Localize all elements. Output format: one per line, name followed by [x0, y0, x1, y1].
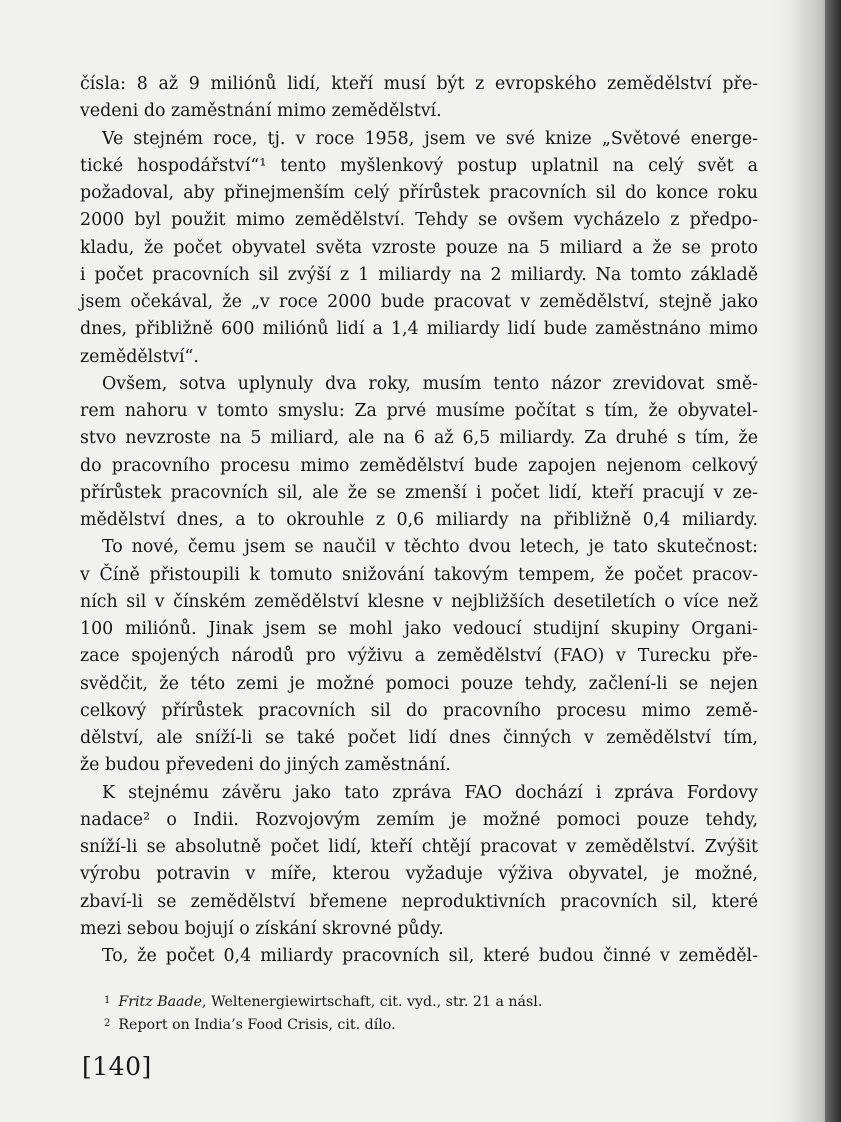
- text-line: celkový přírůstek pracovních sil do pracovního procesu mimo země-: [80, 700, 758, 721]
- text-line: že budou převedeni do jiných zaměstnání.: [80, 755, 451, 776]
- page-edge: [825, 0, 841, 1122]
- text-line: požadoval, aby přinejmenším celý přírůstek pracovních sil do konce roku: [80, 183, 758, 203]
- text-line: nadace² o Indii. Rozvojovým zemím je možné pomoci pouze tehdy,: [80, 809, 758, 830]
- text-line: svědčit, že této zemi je možné pomoci pouze tehdy, začlení-li se nejen: [80, 673, 758, 694]
- text-line: Ve stejném roce, tj. v roce 1958, jsem ve své knize „Světové energe-: [102, 128, 758, 149]
- text-line: dnes, přibližně 600 miliónů lidí a 1,4 miliardy lidí bude zaměstnáno mimo: [80, 319, 758, 340]
- footnote-text: Report on India’s Food Crisis, cit. dílo.: [118, 1017, 396, 1033]
- body-text: [80, 71, 758, 970]
- page-number: [140]: [82, 1052, 152, 1081]
- text-line: čísla: 8 až 9 miliónů lidí, kteří musí být z evropského zemědělství pře-: [80, 74, 758, 94]
- text-line: i počet pracovních sil zvýší z 1 miliardy na 2 miliardy. Na tomto základě: [80, 264, 758, 285]
- text-line: dělství, ale sníží-li se také počet lidí dnes činných v zemědělství tím,: [80, 728, 758, 748]
- text-line: do pracovního procesu mimo zemědělství bude zapojen nejenom celkový: [80, 455, 758, 476]
- text-line: stvo nevzroste na 5 miliard, ale na 6 až 6,5 miliardy. Za druhé s tím, že: [80, 428, 758, 449]
- text-line: zace spojených národů pro výživu a zemědělství (FAO) v Turecku pře-: [80, 646, 758, 667]
- text-line: rem nahoru v tomto smyslu: Za prvé musíme počítat s tím, že obyvatel-: [80, 401, 758, 421]
- text-line: To, že počet 0,4 miliardy pracovních sil, které budou činné v zeměděl-: [102, 946, 758, 966]
- footnote-mark: 1: [104, 995, 111, 1006]
- text-line: To nové, čemu jsem se naučil v těchto dvou letech, je tato skutečnost:: [102, 537, 758, 558]
- text-line: Ovšem, sotva uplynuly dva roky, musím tento názor zrevidovat smě-: [102, 373, 758, 394]
- text-line: v Číně přistoupili k tomuto snižování takovým tempem, že počet pracov-: [80, 564, 758, 585]
- footnote-text: , Weltenergiewirtschaft, cit. vyd., str. 21 a násl.: [202, 994, 543, 1010]
- text-line: sníží-li se absolutně počet lidí, kteří chtějí pracovat v zemědělství. Zvýšit: [80, 837, 758, 857]
- text-line: kladu, že počet obyvatel světa vzroste pouze na 5 miliard a že se proto: [80, 237, 758, 258]
- text-line: 100 miliónů. Jinak jsem se mohl jako vedoucí studijní skupiny Organi-: [80, 619, 758, 639]
- text-line: mezi sebou bojují o získání skrovné půdy.: [80, 918, 444, 939]
- footnotes: [104, 990, 724, 1036]
- footnote-mark: 2: [104, 1018, 111, 1029]
- text-line: výrobu potravin v míře, kterou vyžaduje výživa obyvatel, je možné,: [80, 864, 758, 885]
- text-line: tické hospodářství“¹ tento myšlenkový postup uplatnil na celý svět a: [80, 155, 758, 176]
- text-line: vedeni do zaměstnání mimo zemědělství.: [80, 101, 442, 122]
- text-line: jsem očekával, že „v roce 2000 bude pracovat v zemědělství, stejně jako: [80, 292, 758, 312]
- text-line: přírůstek pracovních sil, ale že se zmenší i počet lidí, kteří pracují v ze-: [80, 482, 758, 503]
- text-line: mědělství dnes, a to okrouhle z 0,6 miliardy na přibližně 0,4 miliardy.: [80, 510, 758, 530]
- footnote: [104, 1013, 724, 1036]
- footnote: [104, 990, 724, 1013]
- text-line: zbaví-li se zemědělství břemene neproduktivních pracovních sil, které: [80, 891, 758, 912]
- text-line: 2000 byl použit mimo zemědělství. Tehdy se ovšem vycházelo z předpo-: [80, 210, 758, 231]
- text-line: ních sil v čínském zemědělství klesne v nejbližších desetiletích o více než: [80, 591, 758, 612]
- text-line: zemědělství“.: [80, 346, 199, 367]
- text-line: K stejnému závěru jako tato zpráva FAO dochází i zpráva Fordovy: [102, 782, 758, 803]
- footnote-author: Fritz Baade: [118, 994, 203, 1010]
